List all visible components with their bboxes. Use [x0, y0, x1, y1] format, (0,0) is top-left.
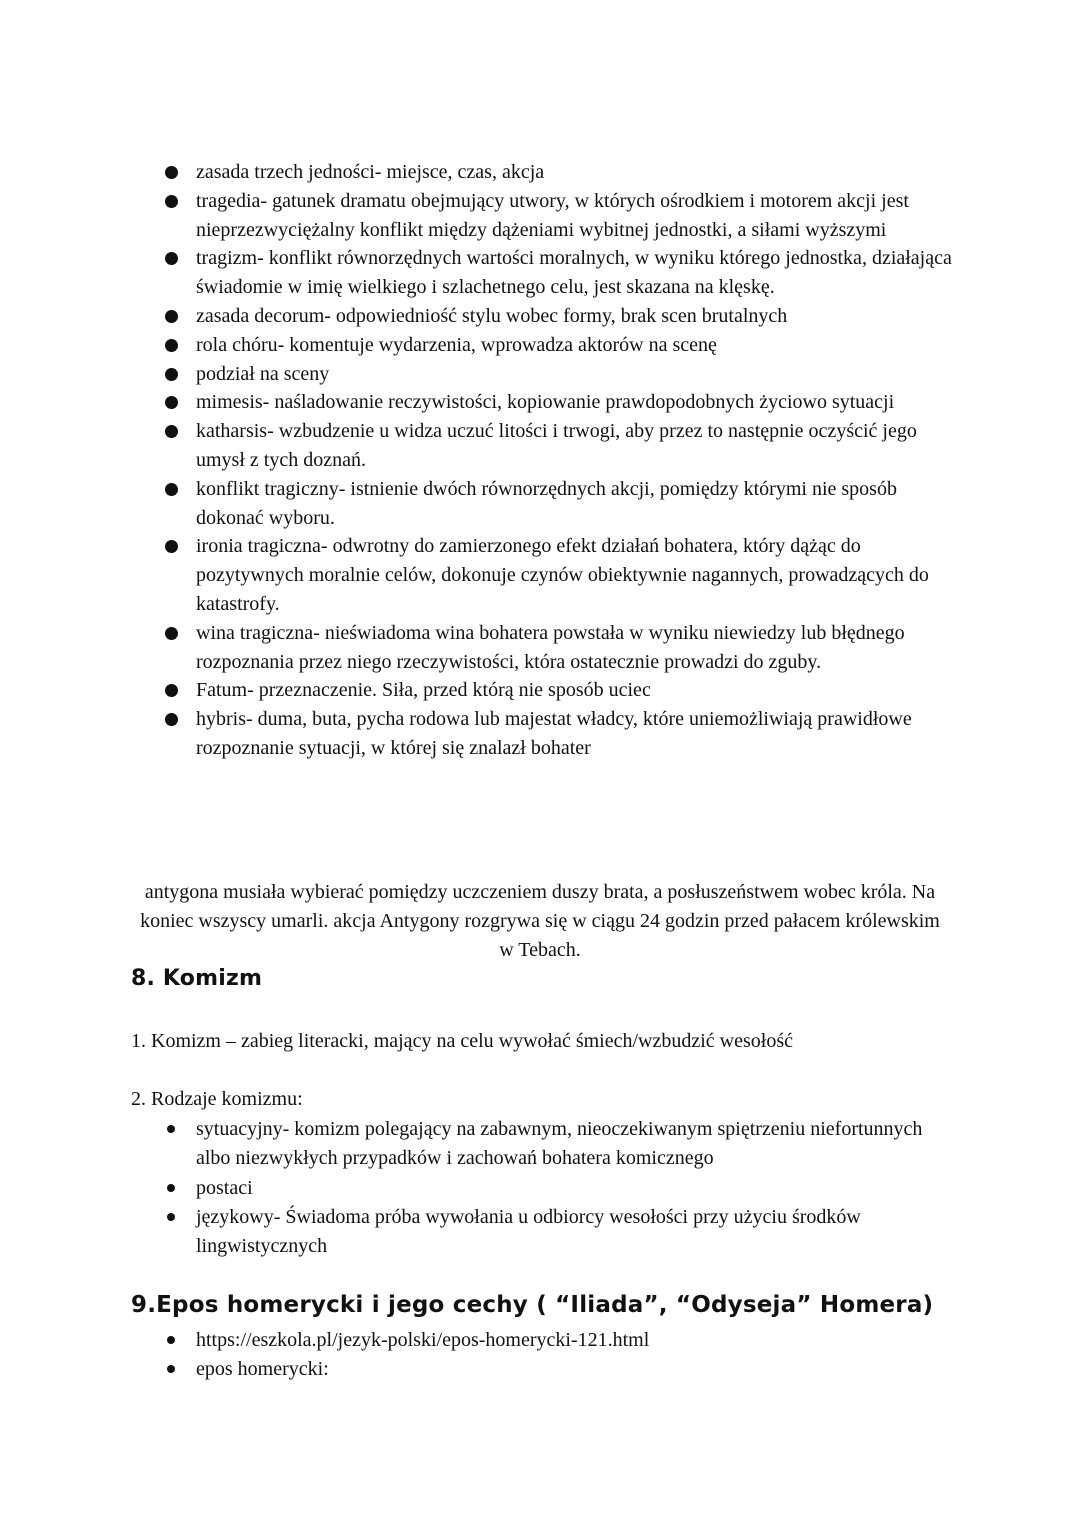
- bullet-icon: [165, 425, 178, 438]
- bullet-icon: [165, 684, 178, 697]
- list-item: konflikt tragiczny- istnienie dwóch równorzędnych akcji, pomiędzy którymi nie sposób dokonać wyboru.: [0, 475, 956, 533]
- list-item: postaci: [0, 1174, 956, 1203]
- antigone-note: antygona musiała wybierać pomiędzy uczczeniem duszy brata, a posłuszeństwem wobec króla. Na koniec wszyscy umarli. akcja Antygony rozgrywa się w ciągu 24 godzin przed pałacem królewskim w Tebach.: [140, 881, 940, 961]
- bullet-icon: [165, 396, 178, 409]
- list-item: epos homerycki:: [0, 1355, 956, 1384]
- bullet-icon: [165, 166, 178, 179]
- bullet-icon: [165, 310, 178, 323]
- bullet-icon: [165, 713, 178, 726]
- bullet-icon: [165, 483, 178, 496]
- bullet-icon: [165, 540, 178, 553]
- bullet-icon: [165, 368, 178, 381]
- epos-link[interactable]: https://eszkola.pl/jezyk-polski/epos-homerycki-121.html: [196, 1329, 650, 1351]
- comedy-types-label: 2. Rodzaje komizmu:: [131, 1088, 303, 1110]
- bullet-icon: [165, 252, 178, 265]
- list-item: hybris- duma, buta, pycha rodowa lub majestat władcy, które uniemożliwiają prawidłowe rozpoznanie sytuacji, w której się znalazł bohater: [0, 705, 956, 763]
- list-item: zasada trzech jedności- miejsce, czas, akcja: [0, 158, 956, 187]
- bullet-icon: [165, 339, 178, 352]
- list-item: zasada decorum- odpowiedniość stylu wobec formy, brak scen brutalnych: [0, 302, 956, 331]
- section-9-heading: 9.Epos homerycki i jego cechy ( “Iliada”, “Odyseja” Homera): [131, 1292, 934, 1318]
- comedy-definition: 1. Komizm – zabieg literacki, mający na celu wywołać śmiech/wzbudzić wesołość: [131, 1030, 793, 1052]
- bullet-icon: [167, 1336, 175, 1344]
- bullet-icon: [167, 1213, 175, 1221]
- bullet-icon: [165, 627, 178, 640]
- list-item: tragedia- gatunek dramatu obejmujący utwory, w których ośrodkiem i motorem akcji jest nieprzezwyciężalny konflikt między dążeniami wybitnej jednostki, a siłami wyższymi: [0, 187, 956, 245]
- bullet-icon: [167, 1184, 175, 1192]
- list-item: podział na sceny: [0, 360, 956, 389]
- list-item: katharsis- wzbudzenie u widza uczuć litości i trwogi, aby przez to następnie oczyścić jego umysł z tych doznań.: [0, 417, 956, 475]
- list-item: rola chóru- komentuje wydarzenia, wprowadza aktorów na scenę: [0, 331, 956, 360]
- list-item: wina tragiczna- nieświadoma wina bohatera powstała w wyniku niewiedzy lub błędnego rozpoznania przez niego rzeczywistości, która ostatecznie prowadzi do zguby.: [0, 619, 956, 677]
- list-item: tragizm- konflikt równorzędnych wartości moralnych, w wyniku którego jednostka, działająca świadomie w imię wielkiego i szlachetnego celu, jest skazana na klęskę.: [0, 244, 956, 302]
- list-item: mimesis- naśladowanie reczywistości, kopiowanie prawdopodobnych życiowo sytuacji: [0, 388, 956, 417]
- list-item: ironia tragiczna- odwrotny do zamierzonego efekt działań bohatera, który dążąc do pozytywnych moralnie celów, dokonuje czynów obiektywnie nagannych, prowadzących do katastrofy.: [0, 532, 956, 618]
- bullet-icon: [165, 195, 178, 208]
- section-8-heading: 8. Komizm: [131, 966, 263, 991]
- list-item: sytuacyjny- komizm polegający na zabawnym, nieoczekiwanym spiętrzeniu niefortunnych albo niezwykłych przypadków i zachowań bohatera komicznego: [0, 1115, 956, 1173]
- tragedy-features-list: [0, 158, 956, 763]
- epos-list: [0, 1326, 956, 1384]
- bullet-icon: [167, 1125, 175, 1133]
- list-item: Fatum- przeznaczenie. Siła, przed którą nie sposób uciec: [0, 676, 956, 705]
- comedy-types-list: [0, 1115, 956, 1261]
- list-item: [0, 1326, 956, 1355]
- list-item: językowy- Świadoma próba wywołania u odbiorcy wesołości przy użyciu środków lingwistycznych: [0, 1203, 956, 1261]
- bullet-icon: [167, 1365, 175, 1373]
